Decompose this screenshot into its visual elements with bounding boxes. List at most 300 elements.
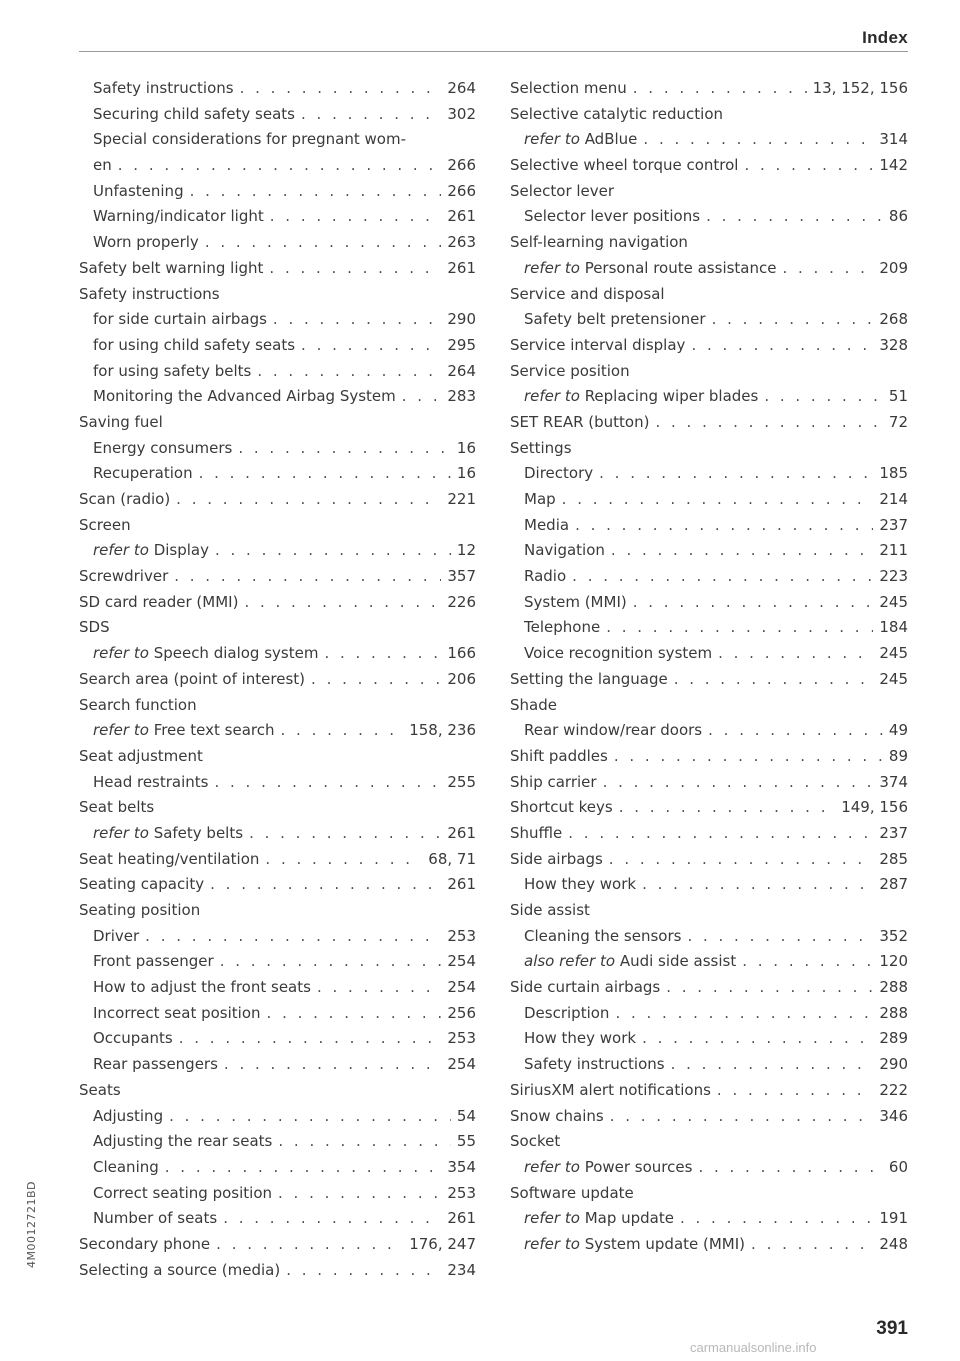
- page-reference: 283: [447, 387, 476, 406]
- cross-reference-target: Replacing wiper blades: [584, 387, 759, 406]
- entry-term: Shuffle: [510, 823, 563, 842]
- page-reference: 255: [447, 772, 476, 791]
- dot-leader: [562, 487, 874, 513]
- dot-leader: [214, 770, 441, 796]
- index-entry: [510, 641, 908, 667]
- page-reference: 290: [447, 310, 476, 329]
- dot-leader: [572, 564, 873, 590]
- index-entry: [510, 1001, 908, 1027]
- index-entry: [510, 153, 908, 179]
- dot-leader: [244, 590, 441, 616]
- dot-leader: [615, 1001, 873, 1027]
- entry-term: Occupants: [93, 1029, 173, 1048]
- index-entry: [79, 538, 476, 564]
- index-heading: Seating position: [79, 901, 201, 919]
- dot-leader: [642, 1026, 873, 1052]
- entry-term: Head restraints: [93, 772, 209, 791]
- dot-leader: [671, 1052, 874, 1078]
- cross-reference-target: Safety belts: [153, 823, 244, 842]
- dot-leader: [402, 384, 442, 410]
- index-heading: Special considerations for pregnant wom-: [93, 130, 406, 149]
- page-reference: 288: [879, 978, 908, 997]
- dot-leader: [301, 333, 441, 359]
- page-reference: 254: [447, 952, 476, 971]
- entry-term: Worn properly: [93, 233, 199, 252]
- cross-reference-label: refer to: [524, 130, 580, 149]
- entry-term: SET REAR (button): [510, 412, 650, 431]
- entry-term: Front passenger: [93, 952, 214, 971]
- index-entry: [79, 718, 476, 744]
- page-reference: 254: [447, 1055, 476, 1074]
- cross-reference-target: Free text search: [153, 721, 275, 740]
- index-entry: [510, 564, 908, 590]
- page-reference: 245: [879, 644, 908, 663]
- entry-term: Cleaning the sensors: [524, 926, 682, 945]
- page-reference: 248: [879, 1234, 908, 1253]
- index-entry: [510, 667, 908, 693]
- index-entry: [79, 564, 476, 590]
- dot-leader: [610, 1104, 874, 1130]
- entry-term: Selective wheel torque control: [510, 156, 739, 175]
- entry-term: Seating capacity: [79, 875, 205, 894]
- dot-leader: [220, 949, 442, 975]
- entry-term: Shortcut keys: [510, 798, 613, 817]
- index-entry: [79, 667, 476, 693]
- page-reference: 142: [879, 156, 908, 175]
- index-entry: [79, 1001, 476, 1027]
- index-entry: [510, 949, 908, 975]
- dot-leader: [240, 76, 442, 102]
- page-reference: 264: [447, 361, 476, 380]
- index-heading: Settings: [510, 438, 572, 457]
- entry-term: Side curtain airbags: [510, 978, 661, 997]
- entry-term: Rear passengers: [93, 1055, 218, 1074]
- dot-leader: [324, 641, 441, 667]
- entry-term: Safety belt pretensioner: [524, 310, 706, 329]
- index-entry: [510, 1206, 908, 1232]
- entry-term: Unfastening: [93, 181, 184, 200]
- page-reference: 226: [447, 592, 476, 611]
- page-reference: 261: [447, 258, 476, 277]
- entry-term: [93, 538, 209, 564]
- index-entry: [79, 1026, 476, 1052]
- page-reference: 206: [447, 669, 476, 688]
- index-heading: Selector lever: [510, 181, 615, 200]
- entry-term: [524, 1206, 674, 1232]
- index-entry: [510, 590, 908, 616]
- entry-term: Monitoring the Advanced Airbag System: [93, 387, 396, 406]
- index-heading: Selective catalytic reduction: [510, 104, 724, 123]
- dot-leader: [614, 744, 883, 770]
- index-column-right: [510, 76, 908, 1258]
- cross-reference-target: System update (MMI): [584, 1234, 746, 1253]
- page-reference: 266: [447, 156, 476, 175]
- page-reference: 185: [879, 464, 908, 483]
- cross-reference-label: refer to: [93, 823, 149, 842]
- cross-reference-target: Display: [153, 541, 209, 560]
- dot-leader: [301, 102, 441, 128]
- index-entry: [79, 1181, 476, 1207]
- index-entry: [79, 949, 476, 975]
- entry-term: System (MMI): [524, 592, 627, 611]
- entry-term: [93, 641, 318, 667]
- page-reference: 166: [447, 644, 476, 663]
- entry-term: Scan (radio): [79, 490, 171, 508]
- index-entry: [79, 384, 476, 410]
- entry-term: How they work: [524, 1029, 637, 1048]
- index-heading: Software update: [510, 1183, 634, 1202]
- dot-leader: [249, 821, 441, 847]
- index-entry: [510, 1078, 908, 1104]
- entry-term: [93, 718, 275, 744]
- index-column-left: [79, 76, 476, 1283]
- entry-term: Snow chains: [510, 1106, 604, 1125]
- dot-leader: [611, 538, 873, 564]
- index-entry: [79, 333, 476, 359]
- dot-leader: [717, 1078, 873, 1104]
- entry-term: [524, 949, 736, 975]
- entry-term: Correct seating position: [93, 1183, 273, 1202]
- dot-leader: [190, 179, 442, 205]
- page-reference: 54: [456, 1106, 476, 1125]
- index-entry: [79, 1258, 476, 1284]
- entry-term: [93, 821, 243, 847]
- dot-leader: [238, 436, 451, 462]
- entry-term: Shift paddles: [510, 746, 608, 765]
- entry-term: Description: [524, 1003, 610, 1022]
- index-entry: [79, 461, 476, 487]
- dot-leader: [215, 538, 451, 564]
- dot-leader: [643, 127, 873, 153]
- index-heading: Seat adjustment: [79, 746, 203, 765]
- index-entry: [510, 1026, 908, 1052]
- dot-leader: [270, 204, 442, 230]
- index-entry: [79, 487, 476, 513]
- dot-leader: [742, 949, 873, 975]
- entry-term: Selecting a source (media): [79, 1260, 281, 1279]
- dot-leader: [269, 256, 441, 282]
- dot-leader: [224, 1052, 441, 1078]
- index-entry: [79, 770, 476, 796]
- page-reference: 285: [879, 849, 908, 868]
- entry-term: Screwdriver: [79, 567, 169, 586]
- page-reference: 374: [879, 772, 908, 791]
- index-entry: [510, 410, 908, 436]
- cross-reference-target: AdBlue: [584, 130, 638, 149]
- page-reference: 176, 247: [409, 1234, 476, 1253]
- index-heading: Search function: [79, 695, 197, 714]
- dot-leader: [278, 1129, 451, 1155]
- entry-term: for using child safety seats: [93, 335, 296, 354]
- entry-term: for using safety belts: [93, 361, 252, 380]
- page-reference: 222: [879, 1080, 908, 1099]
- dot-leader: [718, 641, 873, 667]
- index-entry: [79, 641, 476, 667]
- dot-leader: [619, 795, 835, 821]
- page-reference: 254: [447, 978, 476, 997]
- index-entry: [79, 179, 476, 205]
- cross-reference-target: Power sources: [584, 1157, 693, 1176]
- index-entry: [510, 718, 908, 744]
- page-reference: 266: [447, 181, 476, 200]
- page-reference: 237: [879, 823, 908, 842]
- cross-reference-label: also refer to: [524, 952, 616, 971]
- entry-term: Energy consumers: [93, 438, 233, 457]
- index-entry: [79, 1232, 476, 1258]
- index-heading: SDS: [79, 618, 110, 637]
- page-reference: 261: [447, 823, 476, 842]
- index-entry: [79, 1155, 476, 1181]
- entry-term: How to adjust the front seats: [93, 978, 311, 997]
- entry-term: Securing child safety seats: [93, 104, 295, 123]
- index-entry: [510, 127, 908, 153]
- dot-leader: [273, 307, 441, 333]
- dot-leader: [205, 230, 442, 256]
- entry-term: Driver: [93, 926, 140, 945]
- index-entry: [510, 770, 908, 796]
- entry-term: Rear window/rear doors: [524, 721, 703, 740]
- index-heading: Screen: [79, 515, 131, 534]
- dot-leader: [281, 718, 404, 744]
- index-entry: [510, 1155, 908, 1181]
- entry-term: Cleaning: [93, 1157, 159, 1176]
- page-reference: 55: [456, 1132, 476, 1151]
- entry-term: en: [93, 156, 112, 175]
- index-entry: [510, 924, 908, 950]
- dot-leader: [286, 1258, 441, 1284]
- page-reference: 221: [447, 490, 476, 508]
- index-entry: [79, 76, 476, 102]
- page-reference: 211: [879, 541, 908, 560]
- dot-leader: [666, 975, 873, 1001]
- page-reference: 149, 156: [841, 798, 908, 817]
- entry-term: Setting the language: [510, 669, 668, 688]
- entry-term: Voice recognition system: [524, 644, 713, 663]
- entry-term: Selector lever positions: [524, 207, 701, 226]
- index-entry: [79, 1052, 476, 1078]
- dot-leader: [712, 307, 874, 333]
- index-entry: [510, 872, 908, 898]
- cross-reference-label: refer to: [524, 1157, 580, 1176]
- page-reference: 120: [879, 952, 908, 971]
- cross-reference-label: refer to: [524, 1234, 580, 1253]
- entry-term: Map: [524, 490, 556, 508]
- entry-term: [524, 1232, 745, 1258]
- index-entry: [510, 1104, 908, 1130]
- dot-leader: [223, 1206, 441, 1232]
- page-reference: 352: [879, 926, 908, 945]
- page-reference: 72: [888, 412, 908, 431]
- entry-term: [524, 256, 776, 282]
- dot-leader: [764, 384, 883, 410]
- entry-term: Navigation: [524, 541, 605, 560]
- dot-leader: [257, 359, 441, 385]
- index-entry: [510, 513, 908, 539]
- index-heading: Safety instructions: [79, 284, 220, 303]
- dot-leader: [568, 821, 873, 847]
- page-reference: 261: [447, 207, 476, 226]
- index-entry: [510, 384, 908, 410]
- dot-leader: [265, 847, 422, 873]
- page-reference: 60: [888, 1157, 908, 1176]
- index-entry: [79, 872, 476, 898]
- index-entry: [79, 307, 476, 333]
- watermark: carmanualsonline.info: [690, 1340, 817, 1355]
- page-reference: 288: [879, 1003, 908, 1022]
- page-reference: 290: [879, 1055, 908, 1074]
- index-entry: [79, 256, 476, 282]
- dot-leader: [655, 410, 882, 436]
- dot-leader: [278, 1181, 441, 1207]
- page-reference: 86: [888, 207, 908, 226]
- dot-leader: [782, 256, 873, 282]
- index-heading: Seat belts: [79, 798, 155, 817]
- index-entry: [510, 821, 908, 847]
- entry-term: How they work: [524, 875, 637, 894]
- page-reference: 209: [879, 258, 908, 277]
- document-code: 4M0012721BD: [25, 1181, 38, 1268]
- index-entry: [510, 204, 908, 230]
- index-entry: [510, 847, 908, 873]
- page-reference: 261: [447, 1209, 476, 1228]
- entry-term: Adjusting: [93, 1106, 164, 1125]
- page-reference: 158, 236: [409, 721, 476, 740]
- page-reference: 16: [456, 438, 476, 457]
- cross-reference-target: Personal route assistance: [584, 258, 777, 277]
- page-reference: 253: [447, 1183, 476, 1202]
- cross-reference-label: refer to: [524, 1209, 580, 1228]
- index-entry: [510, 538, 908, 564]
- index-entry: [79, 821, 476, 847]
- dot-leader: [165, 1155, 442, 1181]
- entry-term: [524, 127, 637, 153]
- index-entry: [510, 744, 908, 770]
- dot-leader: [145, 924, 441, 950]
- index-entry: [510, 1232, 908, 1258]
- page-reference: 263: [447, 233, 476, 252]
- index-entry: [79, 975, 476, 1001]
- page-reference: 287: [879, 875, 908, 894]
- entry-term: [524, 1155, 692, 1181]
- dot-leader: [674, 667, 874, 693]
- dot-leader: [311, 667, 441, 693]
- cross-reference-label: refer to: [93, 644, 149, 663]
- cross-reference-target: Audi side assist: [619, 952, 737, 971]
- page-reference: 191: [879, 1209, 908, 1228]
- entry-term: Seat heating/ventilation: [79, 849, 260, 868]
- index-entry: [79, 436, 476, 462]
- page-reference: 253: [447, 1029, 476, 1048]
- page-reference: 354: [447, 1157, 476, 1176]
- cross-reference-target: Map update: [584, 1209, 674, 1228]
- dot-leader: [609, 847, 874, 873]
- page-reference: 256: [447, 1003, 476, 1022]
- dot-leader: [698, 1155, 882, 1181]
- index-entry: [79, 153, 476, 179]
- cross-reference-label: refer to: [524, 387, 580, 406]
- index-entry: [510, 795, 908, 821]
- index-heading: Service position: [510, 361, 630, 380]
- index-entry: [510, 307, 908, 333]
- page-reference: 245: [879, 669, 908, 688]
- cross-reference-label: refer to: [524, 258, 580, 277]
- index-entry: [79, 1129, 476, 1155]
- dot-leader: [603, 770, 874, 796]
- dot-leader: [599, 461, 873, 487]
- dot-leader: [216, 1232, 403, 1258]
- index-entry: [510, 615, 908, 641]
- cross-reference-label: refer to: [93, 721, 149, 740]
- dot-leader: [680, 1206, 873, 1232]
- entry-term: SD card reader (MMI): [79, 592, 239, 611]
- entry-term: for side curtain airbags: [93, 310, 267, 329]
- index-entry: [79, 359, 476, 385]
- dot-leader: [176, 487, 441, 513]
- index-heading: Self-learning navigation: [510, 233, 688, 252]
- entry-term: [524, 384, 758, 410]
- dot-leader: [267, 1001, 442, 1027]
- entry-term: SiriusXM alert notifications: [510, 1080, 711, 1099]
- dot-leader: [706, 204, 883, 230]
- dot-leader: [317, 975, 441, 1001]
- page-reference: 237: [879, 515, 908, 534]
- entry-term: Recuperation: [93, 464, 193, 483]
- index-heading: Seats: [79, 1080, 121, 1099]
- index-entry: [510, 256, 908, 282]
- index-entry: [510, 461, 908, 487]
- index-entry: [79, 1104, 476, 1130]
- entry-term: Safety instructions: [524, 1055, 665, 1074]
- header-title: Index: [862, 28, 908, 47]
- entry-term: Radio: [524, 567, 567, 586]
- page-reference: 89: [888, 746, 908, 765]
- page-reference: 16: [456, 464, 476, 483]
- dot-leader: [575, 513, 873, 539]
- dot-leader: [633, 76, 807, 102]
- page-reference: 314: [879, 130, 908, 149]
- index-entry: [79, 924, 476, 950]
- page-reference: 289: [879, 1029, 908, 1048]
- dot-leader: [174, 564, 441, 590]
- page-reference: 268: [879, 310, 908, 329]
- entry-term: Selection menu: [510, 79, 627, 97]
- index-entry: [79, 1206, 476, 1232]
- dot-leader: [169, 1104, 451, 1130]
- index-entry: [79, 590, 476, 616]
- dot-leader: [708, 718, 883, 744]
- page-reference: 346: [879, 1106, 908, 1125]
- cross-reference-label: refer to: [93, 541, 149, 560]
- page-reference: 184: [879, 618, 908, 637]
- page-reference: 357: [447, 567, 476, 586]
- index-entry: [510, 487, 908, 513]
- page-number: 391: [876, 1318, 908, 1339]
- dot-leader: [199, 461, 451, 487]
- entry-term: Secondary phone: [79, 1234, 211, 1253]
- index-entry: [510, 975, 908, 1001]
- page-reference: 223: [879, 567, 908, 586]
- index-entry: [510, 1052, 908, 1078]
- dot-leader: [751, 1232, 873, 1258]
- dot-leader: [633, 590, 874, 616]
- page-reference: 245: [879, 592, 908, 611]
- dot-leader: [179, 1026, 442, 1052]
- index-heading: Side assist: [510, 901, 590, 919]
- page-reference: 234: [447, 1260, 476, 1279]
- page-reference: 295: [447, 335, 476, 354]
- index-heading: Service and disposal: [510, 284, 665, 303]
- index-entry: [79, 102, 476, 128]
